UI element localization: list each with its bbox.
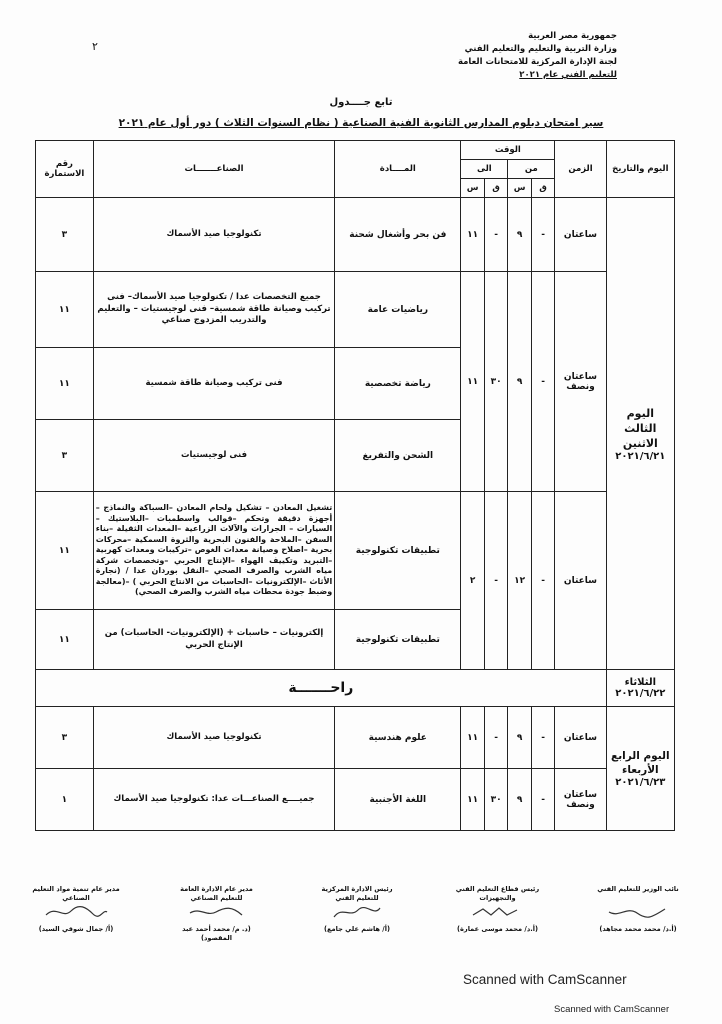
header-line: لجنة الإدارة المركزية للامتحانات العامة — [457, 57, 617, 67]
scanner-watermark: Scanned with CamScanner — [463, 972, 627, 987]
rest-label: راحـــــــة — [36, 670, 607, 707]
header-line: جمهورية مصر العربية — [528, 31, 617, 41]
signature-scribble — [454, 903, 542, 923]
day-date: ٢٠٢١/٦/٢٣ — [615, 777, 666, 788]
header-day: اليوم والتاريخ — [606, 141, 674, 198]
header-q: ق — [484, 179, 508, 198]
exam-schedule-table — [35, 140, 675, 831]
signature-role: مدير عام الادارة العامة للتعليم الصناعي — [180, 885, 253, 902]
day-name: اليوم الرابع الأربعاء — [611, 750, 670, 776]
subject-cell: تطبيقات تكنولوجية — [335, 610, 461, 670]
subject-cell: علوم هندسية — [335, 707, 461, 769]
signature-scribble — [173, 903, 261, 923]
subject-cell: فن بحر وأشغال شحنة — [335, 198, 461, 272]
header-s: س — [508, 179, 532, 198]
title-continuation: تابع جــــدول — [329, 97, 393, 108]
industries-cell: فنى تركيب وصيانة طاقة شمسية — [93, 348, 334, 420]
signature — [594, 885, 682, 943]
from-q-cell: - — [531, 707, 555, 769]
day-date: ٢٠٢١/٦/٢١ — [615, 450, 666, 462]
to-s-cell: ٢ — [461, 492, 485, 670]
form-cell: ٣ — [36, 420, 94, 492]
to-s-cell: ١١ — [461, 272, 485, 492]
page-number: ٢ — [92, 40, 98, 53]
signature — [454, 885, 542, 943]
from-s-cell: ٩ — [508, 769, 532, 831]
day-date: ٢٠٢١/٦/٢٢ — [615, 688, 666, 699]
signatures-block — [32, 885, 682, 943]
form-cell: ٣ — [36, 198, 94, 272]
form-cell: ١١ — [36, 492, 94, 610]
signature-role: مدير عام تنمية مواد التعليم الصناعي — [32, 885, 120, 902]
table-row — [36, 707, 675, 769]
table-row — [36, 198, 675, 272]
table-row — [36, 769, 675, 831]
day-name: الثلاثاء — [624, 677, 657, 688]
scanner-watermark-small: Scanned with CamScanner — [554, 1004, 670, 1015]
header-line: للتعليم الفني عام ٢٠٢١ — [519, 70, 617, 80]
industries-cell: تكنولوجيا صيد الأسماك — [93, 198, 334, 272]
signature — [32, 885, 120, 943]
signature — [313, 885, 401, 943]
from-q-cell: - — [531, 492, 555, 670]
day-cell — [606, 707, 674, 831]
duration-cell: ساعتان — [555, 492, 606, 670]
table-row — [36, 272, 675, 348]
industries-cell: تشغيل المعادن – تشكيل ولحام المعادن –السباكة والنماذج –أجهزة دقيقة وتحكم –قوالب واسطمبات –البلاستيك –السيارات – الجرارات والآلات الزراعية –المعدات الثقيلة –بناء السفن –الملاحة والفنون البحرية والثروة السمكية –محركات بحرية –اصلاح وصيانة معدات الغوص –تركيبات ومعدات كهربية –التبريد وتكييف الهواء –الإنتاج الحربي –وتخصصات شركة مياه الشرب والصرف الصحي –النقل بوردان عدا / (نجارة الأثاث –الإلكترونيات –الحاسبات من الانتاج الحربي ) –(معالجة وضبط جودة محطات مياه الشرب والصرف الصحي) — [93, 492, 334, 610]
header-duration: الزمن — [555, 141, 606, 198]
subject-cell: رياضيات عامة — [335, 272, 461, 348]
from-s-cell: ٩ — [508, 272, 532, 492]
from-s-cell: ٩ — [508, 198, 532, 272]
table-row — [36, 492, 675, 610]
signature — [173, 885, 261, 943]
header-line: وزارة التربية والتعليم والتعليم الفني — [464, 44, 617, 54]
from-q-cell: - — [531, 198, 555, 272]
duration-cell: ساعتان — [555, 198, 606, 272]
signature-scribble — [32, 903, 120, 923]
industries-cell: تكنولوجيا صيد الأسماك — [93, 707, 334, 769]
form-cell: ١١ — [36, 348, 94, 420]
duration-cell: ساعتان ونصف — [555, 272, 606, 492]
signature-name: (أ.د/ محمد موسى عمارة) — [457, 925, 538, 933]
to-q-cell: - — [484, 198, 508, 272]
header-q: ق — [531, 179, 555, 198]
to-q-cell: ٣٠ — [484, 769, 508, 831]
duration-cell: ساعتان ونصف — [555, 769, 606, 831]
signature-name: (أ.د/ محمد محمد مجاهد) — [599, 925, 677, 933]
header-subject: المــــادة — [335, 141, 461, 198]
to-q-cell: - — [484, 707, 508, 769]
day-cell — [606, 670, 674, 707]
to-q-cell: - — [484, 492, 508, 670]
header-industries: الصناعـــــــات — [93, 141, 334, 198]
from-s-cell: ١٢ — [508, 492, 532, 670]
signature-name: (أ/ جمال شوقي السيد) — [38, 925, 114, 933]
subject-cell: رياضة تخصصية — [335, 348, 461, 420]
form-cell: ١١ — [36, 272, 94, 348]
ministry-header — [447, 30, 617, 82]
title-exam: سير امتحان دبلوم المدارس الثانوية الفنية الصناعية ( نظام السنوات الثلاث ) دور أول عام ٢٠٢١ — [118, 117, 604, 129]
subject-cell: تطبيقات تكنولوجية — [335, 492, 461, 610]
subject-cell: الشحن والتفريغ — [335, 420, 461, 492]
industries-cell: جميع التخصصات عدا / تكنولوجيا صيد الأسماك– فنى تركيب وصيانة طاقة شمسية– فنى لوجيستيات – والتعليم والتدريب المزدوج صناعي — [93, 272, 334, 348]
form-cell: ٣ — [36, 707, 94, 769]
industries-cell: جميــــع الصناعـــات عدا: تكنولوجيا صيد الأسماك — [93, 769, 334, 831]
duration-cell: ساعتان — [555, 707, 606, 769]
industries-cell: فنى لوجيستيات — [93, 420, 334, 492]
subject-cell: اللغة الأجنبية — [335, 769, 461, 831]
signature-name: (أ/ هاشم علي جامع) — [324, 925, 390, 933]
signature-role: رئيس الادارة المركزية للتعليم الفني — [321, 885, 393, 902]
day-name: اليوم الثالث الاثنين — [622, 406, 658, 450]
header-time: الوقت — [461, 141, 555, 160]
header-from: من — [508, 160, 555, 179]
signature-role: رئيس قطاع التعليم الفني والتجهيزات — [455, 885, 540, 902]
day-cell — [606, 198, 674, 670]
from-q-cell: - — [531, 272, 555, 492]
form-cell: ١١ — [36, 610, 94, 670]
signature-scribble — [594, 903, 682, 923]
to-s-cell: ١١ — [461, 707, 485, 769]
signature-scribble — [313, 903, 401, 923]
from-q-cell: - — [531, 769, 555, 831]
form-cell: ١ — [36, 769, 94, 831]
header-form-no: رقم الاستمارة — [36, 141, 94, 198]
signature-role: نائب الوزير للتعليم الفني — [597, 885, 679, 893]
industries-cell: إلكترونيات – حاسبات + (الإلكترونيات- الحاسبات) من الإنتاج الحربي — [93, 610, 334, 670]
header-s: س — [461, 179, 485, 198]
header-to: الى — [461, 160, 508, 179]
rest-row — [36, 670, 675, 707]
to-q-cell: ٣٠ — [484, 272, 508, 492]
to-s-cell: ١١ — [461, 769, 485, 831]
from-s-cell: ٩ — [508, 707, 532, 769]
signature-name: (د. م/ محمد أحمد عبد المقصود) — [182, 925, 251, 942]
to-s-cell: ١١ — [461, 198, 485, 272]
